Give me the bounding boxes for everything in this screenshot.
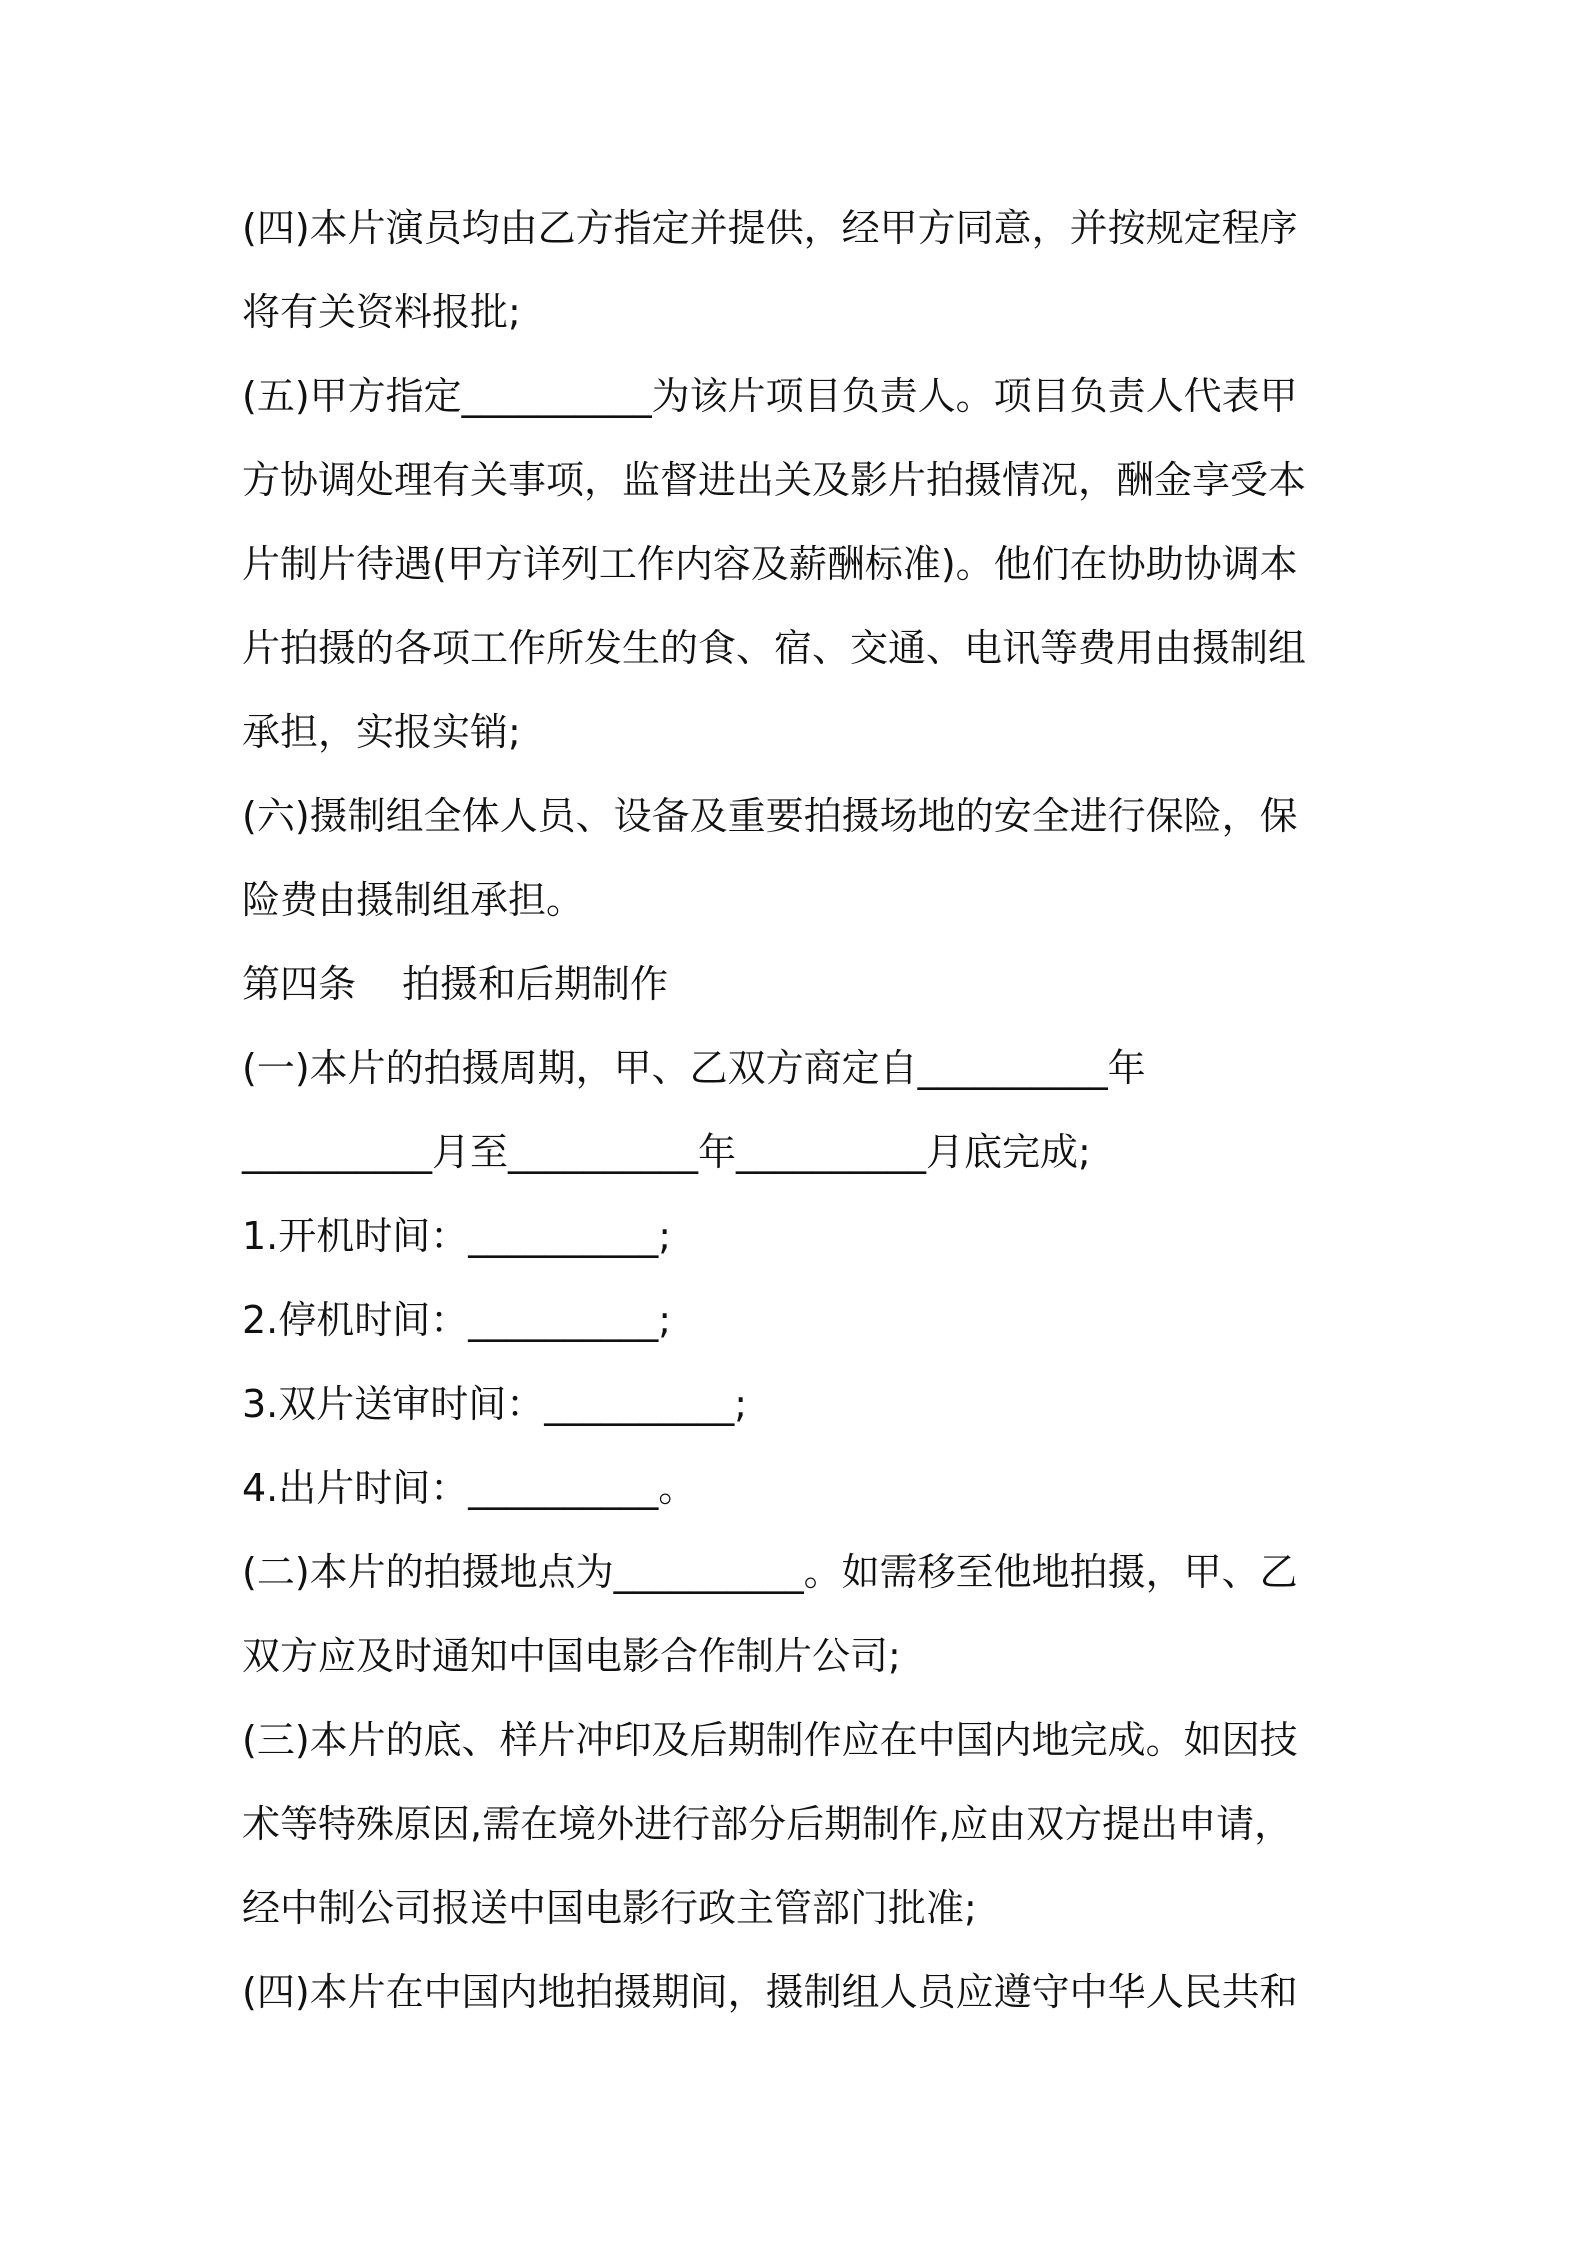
para-line-10: (一)本片的拍摄周期，甲、乙双方商定自__________年 — [242, 1046, 1146, 1090]
list-item-4: 4.出片时间：__________。 — [242, 1466, 697, 1510]
para-line-1: (四)本片演员均由乙方指定并提供，经甲方同意，并按规定程序 — [242, 206, 1298, 250]
para-line-2: 将有关资料报批; — [242, 290, 521, 334]
list-item-3: 3.双片送审时间：__________; — [242, 1382, 748, 1426]
para-line-6: 片拍摄的各项工作所发生的食、宿、交通、电讯等费用由摄制组 — [242, 626, 1307, 670]
para-line-16: 经中制公司报送中国电影行政主管部门批准; — [242, 1886, 977, 1930]
para-line-7: 承担，实报实销; — [242, 710, 521, 754]
para-line-13: 双方应及时通知中国电影合作制片公司; — [242, 1634, 901, 1678]
para-line-8: (六)摄制组全体人员、设备及重要拍摄场地的安全进行保险，保 — [242, 794, 1298, 838]
para-line-9: 险费由摄制组承担。 — [242, 878, 585, 922]
para-line-3: (五)甲方指定__________为该片项目负责人。项目负责人代表甲 — [242, 374, 1298, 418]
list-item-1: 1.开机时间：__________; — [242, 1214, 672, 1258]
para-line-4: 方协调处理有关事项，监督进出关及影片拍摄情况，酬金享受本 — [242, 458, 1307, 502]
article-heading — [242, 954, 668, 1014]
para-line-15: 术等特殊原因,需在境外进行部分后期制作,应由双方提出申请， — [242, 1802, 1293, 1846]
para-line-12: (二)本片的拍摄地点为__________。如需移至他地拍摄，甲、乙 — [242, 1550, 1298, 1594]
para-line-11: __________月至__________年__________月底完成; — [242, 1130, 1091, 1174]
para-line-5: 片制片待遇(甲方详列工作内容及薪酬标准)。他们在协助协调本 — [242, 542, 1298, 586]
para-line-14: (三)本片的底、样片冲印及后期制作应在中国内地完成。如因技 — [242, 1718, 1298, 1762]
article-title: 拍摄和后期制作 — [402, 962, 669, 1006]
para-line-17: (四)本片在中国内地拍摄期间，摄制组人员应遵守中华人民共和 — [242, 1970, 1298, 2014]
list-item-2: 2.停机时间：__________; — [242, 1298, 672, 1342]
article-number: 第四条 — [242, 962, 357, 1006]
